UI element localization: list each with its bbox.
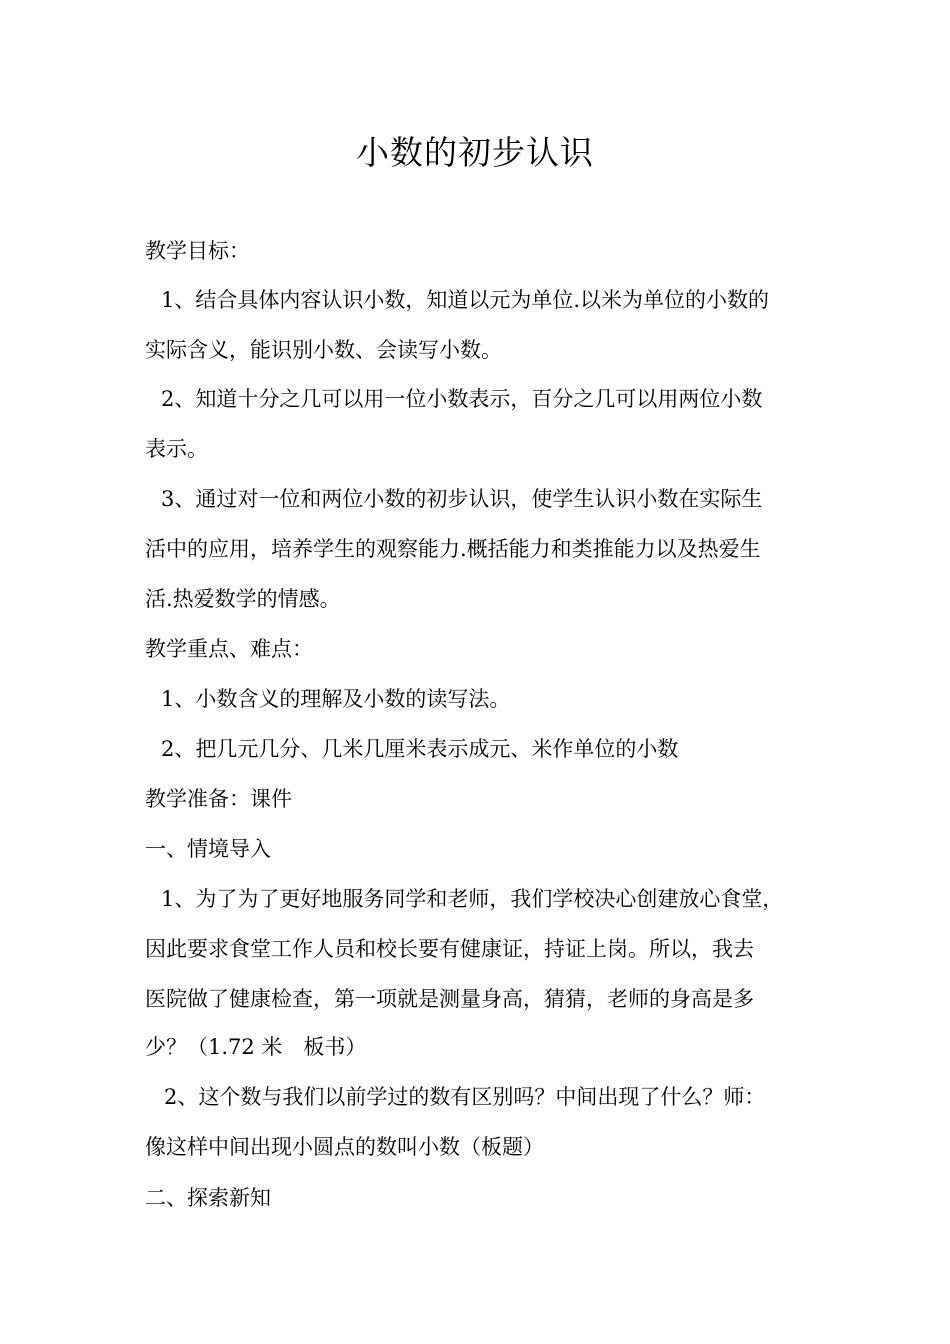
text-line: 2、知道十分之几可以用一位小数表示，百分之几可以用两位小数	[161, 387, 763, 411]
text-line: 1、小数含义的理解及小数的读写法。	[161, 687, 511, 711]
text-line: 实际含义，能识别小数、会读写小数。	[145, 338, 502, 362]
text-line: 活.热爱数学的情感。	[145, 587, 341, 611]
text-line: 活中的应用，培养学生的观察能力.概括能力和类推能力以及热爱生	[145, 537, 761, 561]
text-line: 3、通过对一位和两位小数的初步认识，使学生认识小数在实际生	[161, 487, 763, 511]
page-title: 小数的初步认识	[356, 133, 594, 172]
text-line: 二、探索新知	[145, 1186, 271, 1210]
text-line: 教学准备：课件	[145, 787, 292, 811]
text-line: 少？（1.72 米 板书）	[145, 1035, 367, 1059]
text-line: 表示。	[145, 437, 208, 461]
text-line: 1、结合具体内容认识小数，知道以元为单位.以米为单位的小数的	[161, 288, 770, 312]
text-line: 教学目标：	[145, 239, 250, 263]
text-line: 1、为了为了更好地服务同学和老师，我们学校决心创建放心食堂，	[161, 887, 784, 911]
text-line: 医院做了健康检查，第一项就是测量身高，猜猜，老师的身高是多	[145, 987, 754, 1011]
text-line: 教学重点、难点：	[145, 637, 313, 661]
text-line: 2、这个数与我们以前学过的数有区别吗？中间出现了什么？师：	[164, 1085, 766, 1109]
text-line: 2、把几元几分、几米几厘米表示成元、米作单位的小数	[161, 737, 679, 761]
text-line: 像这样中间出现小圆点的数叫小数（板题）	[145, 1135, 544, 1159]
text-line: 一、情境导入	[145, 837, 271, 861]
text-line: 因此要求食堂工作人员和校长要有健康证，持证上岗。所以，我去	[145, 937, 754, 961]
